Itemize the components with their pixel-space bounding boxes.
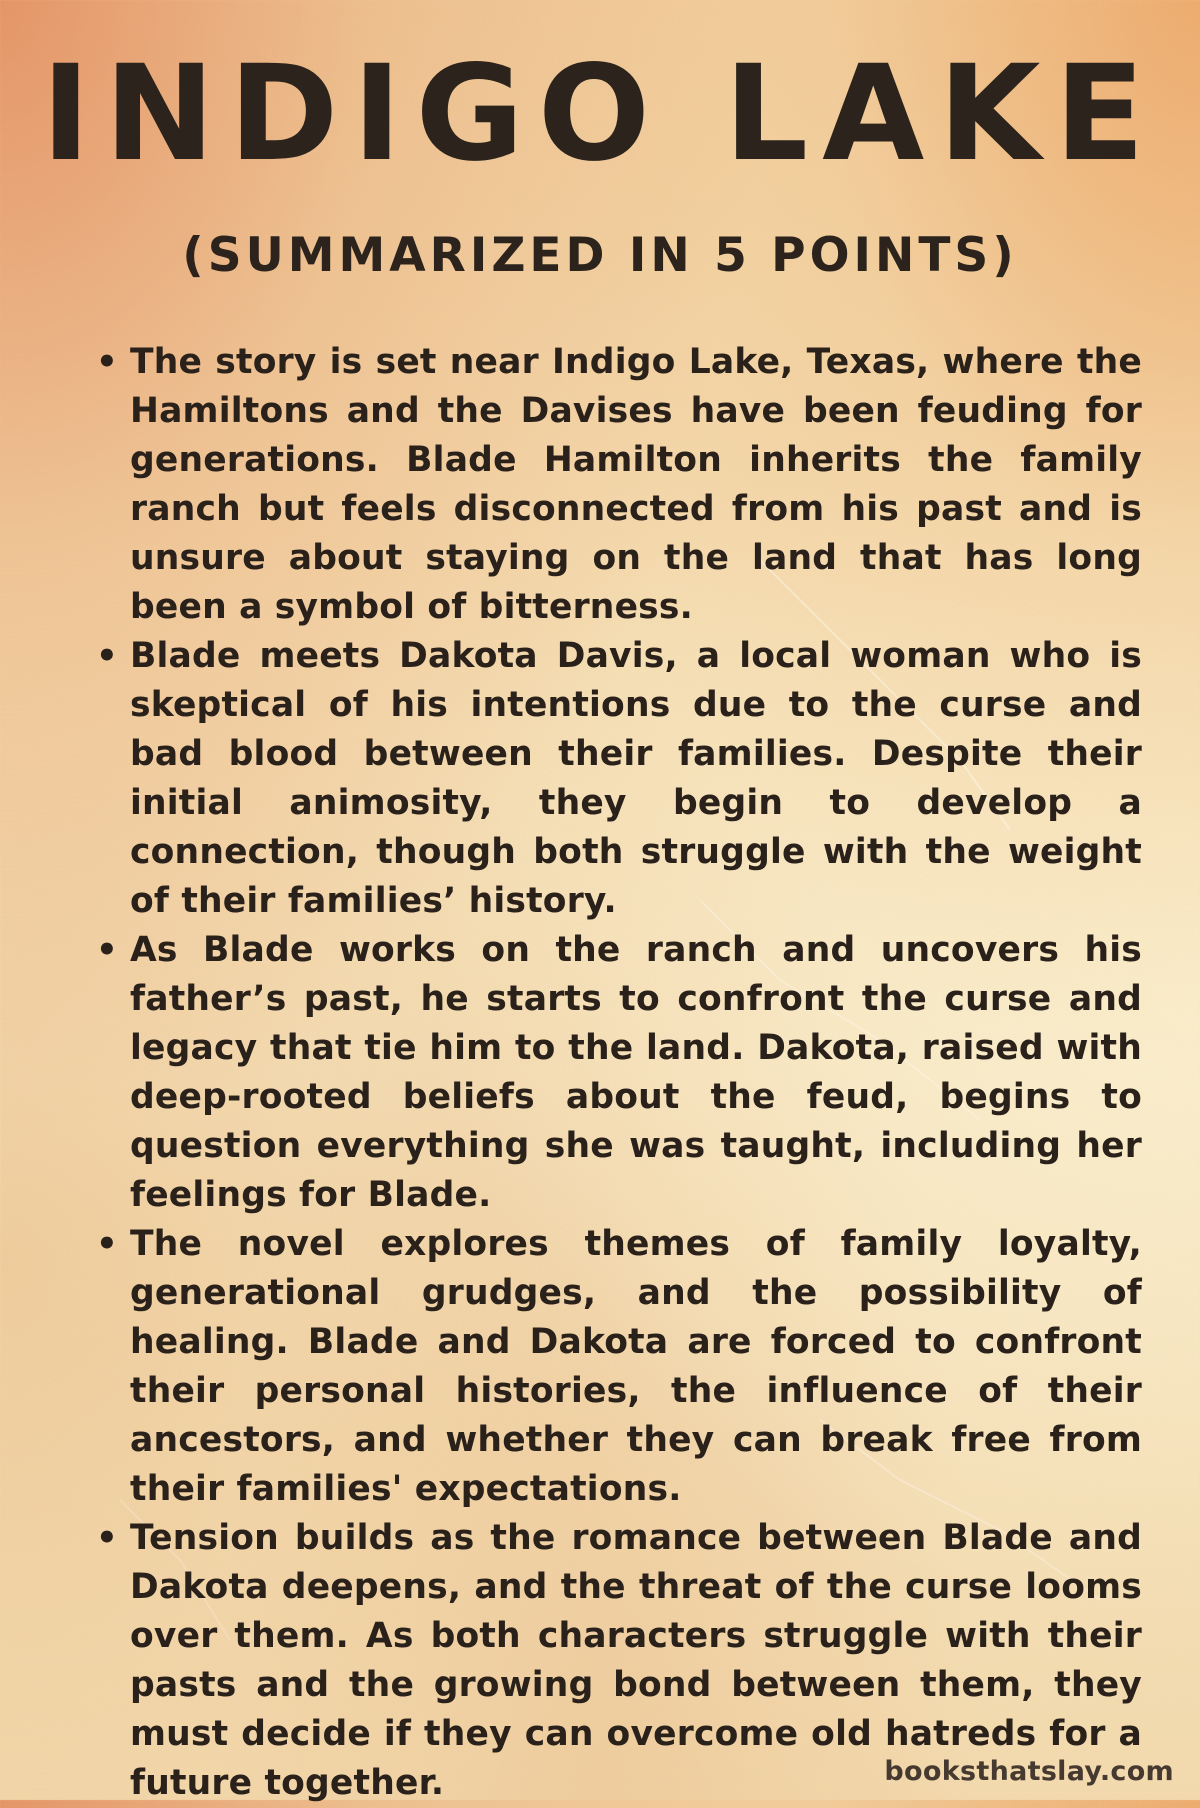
summary-points-list: [90, 338, 1142, 1808]
summary-point: [90, 632, 1142, 926]
bullet-icon: •: [96, 342, 118, 382]
bullet-icon: •: [96, 930, 118, 970]
summary-point: [90, 1220, 1142, 1514]
bullet-icon: •: [96, 1518, 118, 1558]
summary-point-text: Tension builds as the romance between Blade and Dakota deepens, and the threat of the curse looms over them. As both characters struggle with their pasts and the growing bond between them, they must decide if they can overcome old hatreds for a future together.: [130, 1518, 1142, 1803]
page-subtitle: (SUMMARIZED IN 5 POINTS): [182, 228, 1018, 283]
summary-point: [90, 926, 1142, 1220]
summary-point-text: As Blade works on the ranch and uncovers his father’s past, he starts to confront the curse and legacy that tie him to the land. Dakota, raised with deep-rooted beliefs about the feud, begins to question everything she was taught, including her feelings for Blade.: [130, 930, 1142, 1215]
bullet-icon: •: [96, 636, 118, 676]
bullet-icon: •: [96, 1224, 118, 1264]
site-watermark: booksthatslay.com: [884, 1756, 1174, 1787]
summary-point-text: The story is set near Indigo Lake, Texas, where the Hamiltons and the Davises have been feuding for generations. Blade Hamilton inherits the family ranch but feels disconnected from his past and is unsure about staying on the land that has long been a symbol of bitterness.: [130, 342, 1142, 627]
summary-point: [90, 338, 1142, 632]
page-title: INDIGO LAKE: [41, 37, 1159, 191]
summary-point-text: Blade meets Dakota Davis, a local woman who is skeptical of his intentions due to the curse and bad blood between their families. Despite their initial animosity, they begin to develop a connection, though both struggle with the weight of their families’ history.: [130, 636, 1142, 921]
summary-point-text: The novel explores themes of family loyalty, generational grudges, and the possibility of healing. Blade and Dakota are forced to confront their personal histories, the influence of their ancestors, and whether they can break free from their families' expectations.: [130, 1224, 1142, 1509]
